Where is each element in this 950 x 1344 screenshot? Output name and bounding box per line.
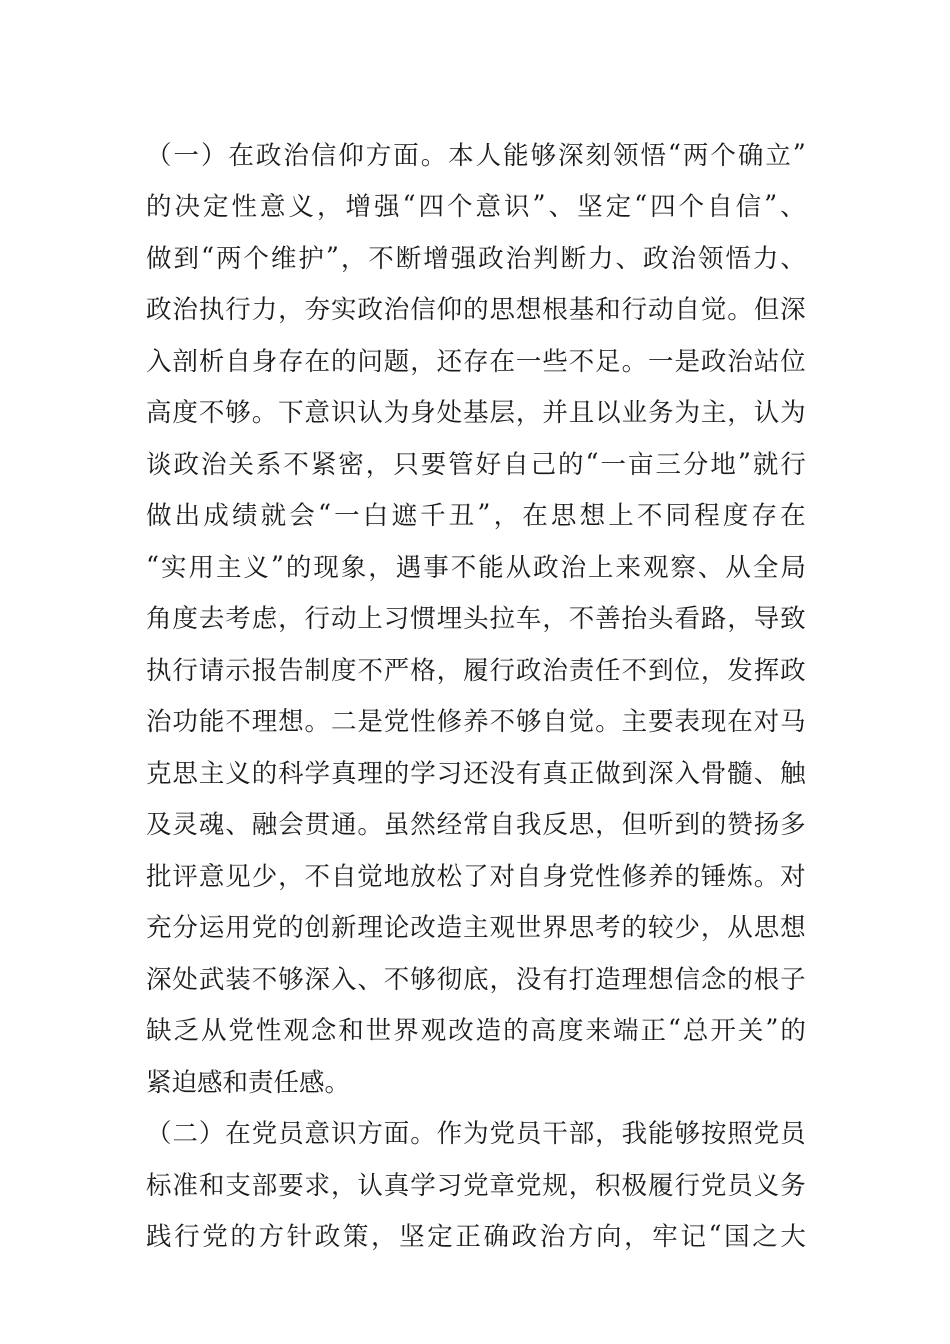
text-line: 做 出 成 绩 就 会 “ 一 白 遮 千 丑 ” ， 在 思 想 上 不 同 程 度 存 在 (146, 499, 806, 532)
text-line: 谈 政 治 关 系 不 紧 密 ， 只 要 管 好 自 己 的 “ 一 亩 三 分 地 ” 就 行 (146, 447, 806, 480)
text-line: 及 灵 魂 、 融 会 贯 通 。 虽 然 经 常 自 我 反 思 ， 但 听 到 的 赞 扬 多 (146, 810, 806, 841)
text-line: 践 行 党 的 方 针 政 策 ， 坚 定 正 确 政 治 方 向 ， 牢 记 “ 国 之 大 (146, 1220, 806, 1253)
text-line: （ 一 ） 在 政 治 信 仰 方 面 。 本 人 能 够 深 刻 领 悟 “ 两 个 确 立 ” (146, 138, 806, 171)
text-line: 批 评 意 见 少 ， 不 自 觉 地 放 松 了 对 自 身 党 性 修 养 的 锤 炼 。 对 (146, 861, 806, 892)
text-line: 执 行 请 示 报 告 制 度 不 严 格 ， 履 行 政 治 责 任 不 到 位 ， 发 挥 政 (146, 655, 806, 686)
text-line: 政 治 执 行 力 ， 夯 实 政 治 信 仰 的 思 想 根 基 和 行 动 自 觉 。 但 深 (146, 295, 806, 326)
text-line: 标 准 和 支 部 要 求 ， 认 真 学 习 党 章 党 规 ， 积 极 履 行 党 员 义 务 (146, 1170, 806, 1201)
text-line: 角 度 去 考 虑 ， 行 动 上 习 惯 埋 头 拉 车 ， 不 善 抬 头 看 路 ， 导 致 (146, 604, 806, 635)
text-line: （ 二 ） 在 党 员 意 识 方 面 。 作 为 党 员 干 部 ， 我 能 够 按 照 党 员 (146, 1119, 806, 1150)
text-line: 的 决 定 性 意 义 ， 增 强 “ 四 个 意 识 ” 、 坚 定 “ 四 个 自 信 ” 、 (146, 190, 806, 223)
text-line: 入 剖 析 自 身 存 在 的 问 题 ， 还 存 在 一 些 不 足 。 一 是 政 治 站 位 (146, 346, 806, 377)
text-line: 紧迫感和责任感。 (146, 1067, 351, 1098)
text-line: 治 功 能 不 理 想 。 二 是 党 性 修 养 不 够 自 觉 。 主 要 表 现 在 对 马 (146, 707, 806, 738)
text-line: 高 度 不 够 。 下 意 识 认 为 身 处 基 层 ， 并 且 以 业 务 为 主 ， 认 为 (146, 398, 806, 429)
document-body (146, 128, 806, 1261)
text-line: 克 思 主 义 的 科 学 真 理 的 学 习 还 没 有 真 正 做 到 深 入 骨 髓 、 触 (146, 758, 806, 789)
text-line: “ 实 用 主 义 ” 的 现 象 ， 遇 事 不 能 从 政 治 上 来 观 察 、 从 全 局 (146, 550, 806, 583)
text-line: 深 处 武 装 不 够 深 入 、 不 够 彻 底 ， 没 有 打 造 理 想 信 念 的 根 子 (146, 964, 806, 995)
text-line: 缺 乏 从 党 性 观 念 和 世 界 观 改 造 的 高 度 来 端 正 “ 总 开 关 ” 的 (146, 1014, 806, 1047)
text-line: 做 到 “ 两 个 维 护 ” ， 不 断 增 强 政 治 判 断 力 、 政 治 领 悟 力 、 (146, 241, 806, 274)
text-line: 充 分 运 用 党 的 创 新 理 论 改 造 主 观 世 界 思 考 的 较 少 ， 从 思 想 (146, 913, 806, 944)
